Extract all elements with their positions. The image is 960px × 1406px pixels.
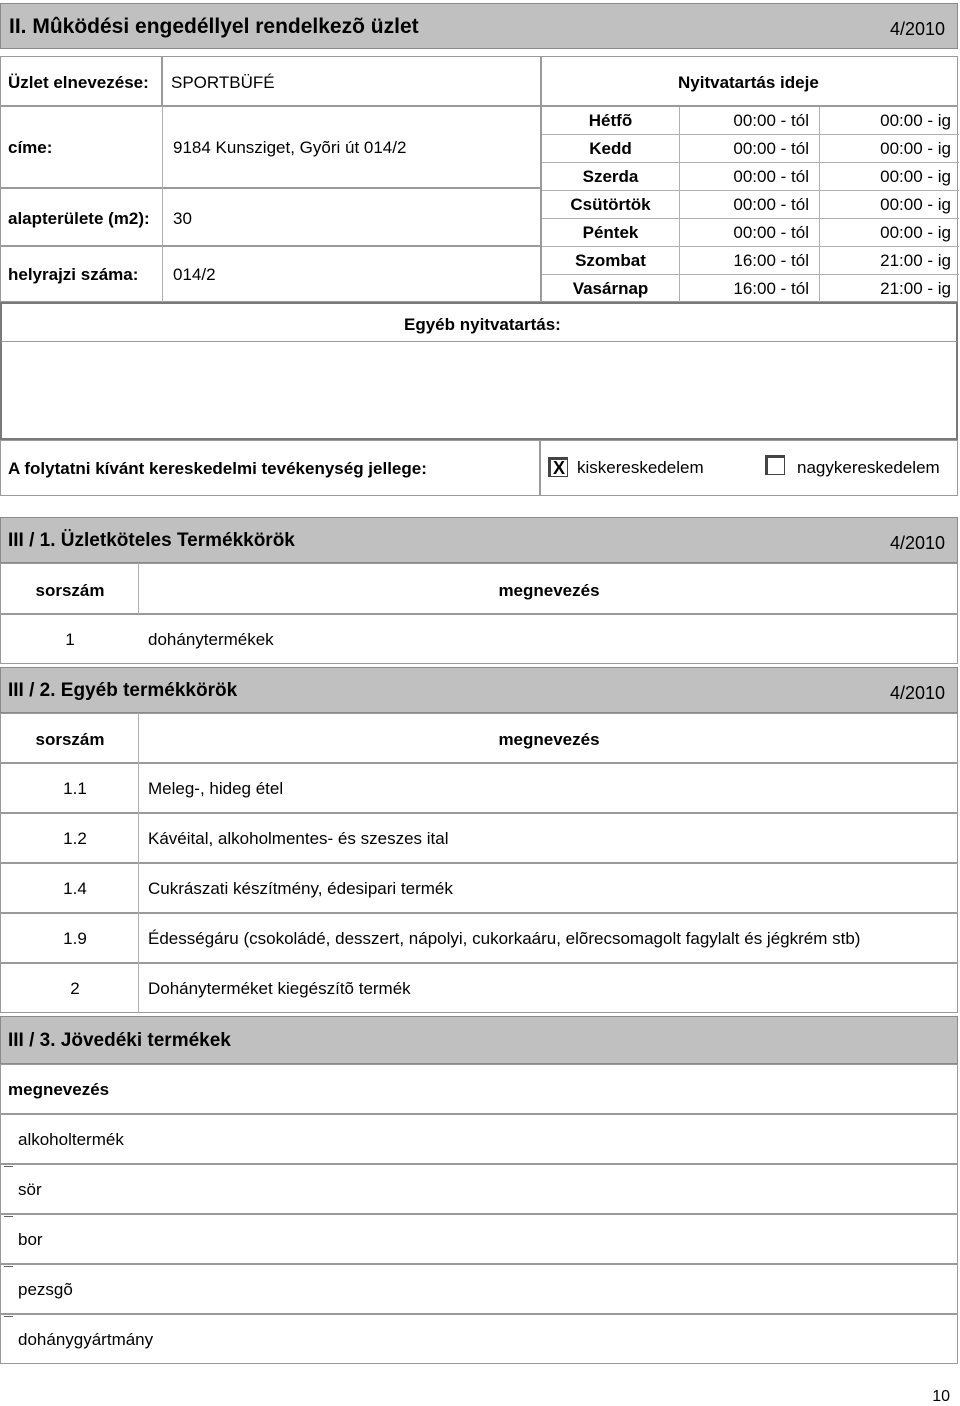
row-name: pezsgõ xyxy=(18,1280,73,1299)
row-name: dohánygyártmány xyxy=(18,1330,154,1349)
hours-from: 00:00 - tól xyxy=(733,139,809,158)
shop-name-label: Üzlet elnevezése: xyxy=(8,73,149,92)
hours-day: Vasárnap xyxy=(572,279,649,298)
activity-label: A folytatni kívánt kereskedelmi tevékenység jellege: xyxy=(8,459,427,478)
hours-row xyxy=(542,163,959,191)
retail-checkbox[interactable] xyxy=(548,457,568,477)
hours-table xyxy=(541,106,958,302)
hours-day: Péntek xyxy=(582,223,639,242)
row-marker xyxy=(4,1166,13,1167)
hours-from: 00:00 - tól xyxy=(733,195,809,214)
shop-name-label-cell xyxy=(0,56,162,106)
row-number: 1.9 xyxy=(63,929,87,948)
section-3-3-title: III / 3. Jövedéki termékek xyxy=(8,1030,231,1051)
other-hours-label-cell xyxy=(0,302,958,342)
row-name: Dohányterméket kiegészítõ termék xyxy=(148,979,411,998)
row-number: 1.4 xyxy=(63,879,87,898)
table-row xyxy=(0,763,958,813)
table-row xyxy=(0,1214,958,1264)
section-3-2-header xyxy=(0,667,958,713)
column-header-number: sorszám xyxy=(35,730,105,749)
hours-from: 00:00 - tól xyxy=(733,111,809,130)
other-hours-label: Egyéb nyitvatartás: xyxy=(404,315,561,334)
hours-from: 00:00 - tól xyxy=(733,223,809,242)
hours-row xyxy=(542,191,959,219)
row-name: bor xyxy=(18,1230,43,1249)
hours-to: 00:00 - ig xyxy=(880,139,951,158)
section-3-2-title: III / 2. Egyéb termékkörök xyxy=(8,680,238,701)
page-number: 10 xyxy=(932,1388,950,1405)
section-3-1-title: III / 1. Üzletköteles Termékkörök xyxy=(8,530,295,551)
section-3-2-column-header xyxy=(0,713,958,763)
column-header-name: megnevezés xyxy=(498,730,600,749)
column-header-name: megnevezés xyxy=(498,581,600,600)
table-row xyxy=(0,1314,958,1364)
row-number: 1.1 xyxy=(63,779,87,798)
shop-address-label: címe: xyxy=(8,138,53,157)
row-name: Cukrászati készítmény, édesipari termék xyxy=(148,879,453,898)
shop-column-divider xyxy=(162,106,163,302)
table-row xyxy=(0,813,958,863)
hours-to: 00:00 - ig xyxy=(880,111,951,130)
hours-row xyxy=(542,247,959,275)
activity-label-cell xyxy=(0,440,540,496)
table-row xyxy=(0,863,958,913)
row-name: Meleg-, hideg étel xyxy=(148,779,284,798)
hours-to: 21:00 - ig xyxy=(880,251,951,270)
hours-from: 16:00 - tól xyxy=(733,251,809,270)
hours-to: 00:00 - ig xyxy=(880,167,951,186)
shop-parcel-value: 014/2 xyxy=(173,265,216,284)
section-3-1-code: 4/2010 xyxy=(889,533,945,553)
row-marker xyxy=(4,1316,13,1317)
retail-check-mark: X xyxy=(553,458,566,478)
row-name: sör xyxy=(18,1180,42,1199)
section-3-3-header xyxy=(0,1016,958,1064)
section-2-header xyxy=(0,3,958,49)
shop-address-value: 9184 Kunsziget, Gyõri út 014/2 xyxy=(173,138,407,157)
row-name: Kávéital, alkoholmentes- és szeszes ital xyxy=(148,829,449,848)
hours-row xyxy=(542,107,959,135)
hours-title: Nyitvatartás ideje xyxy=(678,73,819,92)
table-row xyxy=(0,1114,958,1164)
hours-day: Kedd xyxy=(589,139,632,158)
row-number: 2 xyxy=(70,979,80,998)
shop-area-row xyxy=(0,188,541,246)
row-number: 1.2 xyxy=(63,829,87,848)
wholesale-checkbox[interactable] xyxy=(765,455,785,475)
hours-to: 00:00 - ig xyxy=(880,195,951,214)
row-number: 1 xyxy=(65,630,75,649)
row-name: alkoholtermék xyxy=(18,1130,124,1149)
hours-from: 16:00 - tól xyxy=(733,279,809,298)
row-name: dohánytermékek xyxy=(148,630,274,649)
row-name: Édességáru (csokoládé, desszert, nápolyi, cukorkaáru, elõrecsomagolt fagylalt és jégkrém stb) xyxy=(148,929,861,948)
table-row xyxy=(0,913,958,963)
activity-options-cell xyxy=(540,440,958,496)
shop-name-value: SPORTBÜFÉ xyxy=(171,73,275,92)
table-row xyxy=(0,963,958,1013)
section-3-1-column-header xyxy=(0,563,958,614)
table-row xyxy=(0,1264,958,1314)
hours-to: 21:00 - ig xyxy=(880,279,951,298)
column-header-name: megnevezés xyxy=(8,1080,110,1099)
shop-area-label: alapterülete (m2): xyxy=(8,209,150,228)
other-hours-field xyxy=(0,342,958,440)
hours-from: 00:00 - tól xyxy=(733,167,809,186)
shop-area-value: 30 xyxy=(173,209,192,228)
column-header-number: sorszám xyxy=(35,581,105,600)
section-3-1-header xyxy=(0,517,958,563)
row-marker xyxy=(4,1266,13,1267)
section-3-2-code: 4/2010 xyxy=(889,683,945,703)
hours-to: 00:00 - ig xyxy=(880,223,951,242)
wholesale-label: nagykereskedelem xyxy=(797,458,940,477)
hours-row xyxy=(542,275,959,303)
table-row xyxy=(0,1164,958,1214)
section-2-title: II. Mûködési engedéllyel rendelkezõ üzlet xyxy=(9,15,419,38)
section-2-code: 4/2010 xyxy=(889,19,945,39)
shop-parcel-row xyxy=(0,246,541,302)
section-3-3-column-header xyxy=(0,1064,958,1114)
shop-address-row xyxy=(0,106,541,188)
hours-row xyxy=(542,135,959,163)
hours-day: Hétfõ xyxy=(588,111,633,130)
row-marker xyxy=(4,1216,13,1217)
hours-day: Szombat xyxy=(575,251,646,270)
retail-label: kiskereskedelem xyxy=(577,458,704,477)
table-row xyxy=(0,614,958,664)
hours-day: Szerda xyxy=(582,167,639,186)
hours-row xyxy=(542,219,959,247)
hours-day: Csütörtök xyxy=(570,195,651,214)
shop-name-value-cell xyxy=(162,56,541,106)
hours-title-cell xyxy=(541,56,958,106)
shop-parcel-label: helyrajzi száma: xyxy=(8,265,139,284)
